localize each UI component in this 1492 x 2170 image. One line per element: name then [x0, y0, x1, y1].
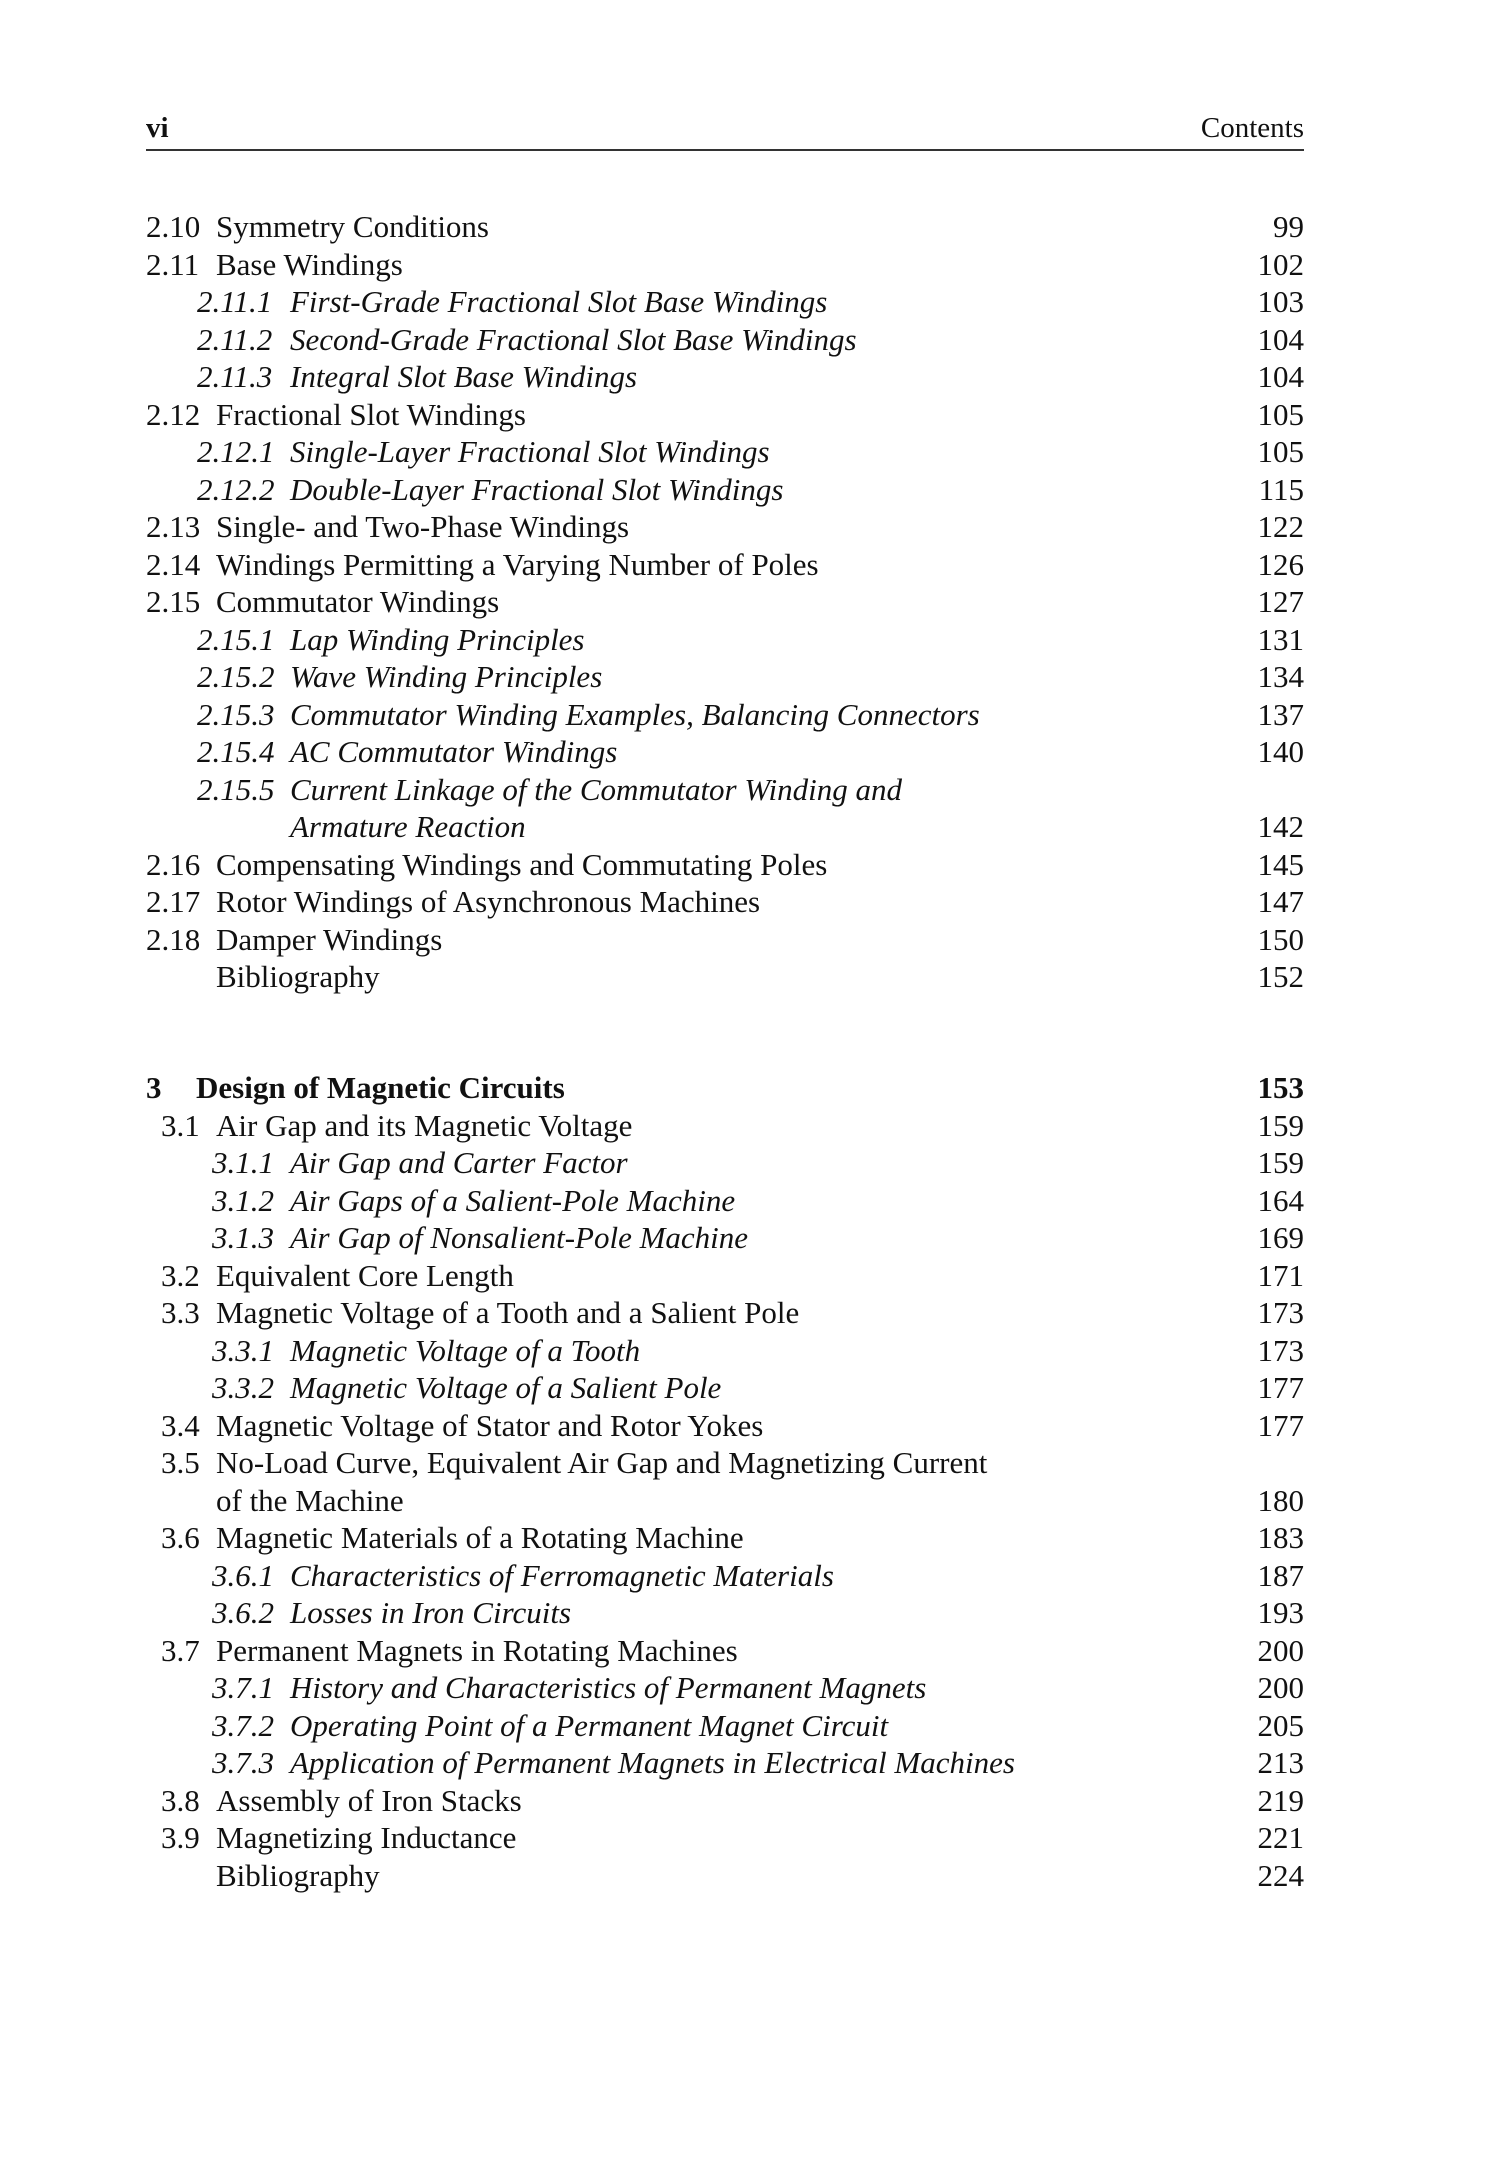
toc-entry	[0, 508, 1492, 546]
toc-entry	[0, 1182, 1492, 1220]
toc-entry	[0, 1707, 1492, 1745]
toc-entry-page: 137	[1257, 696, 1304, 732]
toc-entry-page: 187	[1257, 1557, 1304, 1593]
toc-entry-title: Armature Reaction	[290, 809, 526, 844]
toc-entry-page: 177	[1257, 1407, 1304, 1443]
toc-entry-number: 2.10	[146, 209, 201, 244]
toc-entry	[0, 471, 1492, 509]
toc-entry	[0, 621, 1492, 659]
toc-entry-page: 153	[1257, 1070, 1304, 1105]
toc-entry-number: 3.1.1	[212, 1145, 274, 1180]
toc-entry-title: Rotor Windings of Asynchronous Machines	[216, 884, 761, 919]
toc-entry-number: 2.15.5	[197, 771, 275, 807]
toc-entry	[0, 771, 1492, 809]
toc-entry-title: Damper Windings	[216, 921, 443, 957]
toc-entry-title: Compensating Windings and Commutating Poles	[216, 846, 828, 882]
toc-entry-title: Design of Magnetic Circuits	[196, 1070, 565, 1105]
toc-entry-page: 173	[1257, 1295, 1304, 1330]
toc-entry-page: 221	[1257, 1820, 1304, 1855]
toc-entry	[0, 1557, 1492, 1595]
toc-entry	[0, 1819, 1492, 1857]
toc-entry-page: 140	[1257, 734, 1304, 769]
toc-chapter-2	[0, 208, 1492, 996]
toc-entry	[0, 733, 1492, 771]
toc-entry-page: 104	[1257, 321, 1304, 357]
toc-entry-title: Bibliography	[216, 959, 380, 994]
toc-entry-number: 3.9	[161, 1820, 200, 1855]
toc-entry-title: History and Characteristics of Permanent Magnets	[290, 1670, 927, 1705]
toc-entry-title: Commutator Winding Examples, Balancing Connectors	[290, 696, 980, 732]
toc-entry-title: Air Gap of Nonsalient-Pole Machine	[290, 1220, 749, 1255]
toc-entry	[0, 1332, 1492, 1370]
toc-entry-title: Permanent Magnets in Rotating Machines	[216, 1632, 738, 1668]
toc-entry	[0, 1857, 1492, 1895]
toc-entry-number: 3.3.1	[212, 1332, 274, 1368]
toc-entry	[0, 1444, 1492, 1482]
toc-entry-number: 2.11	[146, 246, 200, 282]
toc-entry-number: 2.17	[146, 884, 201, 919]
toc-entry-title: Second-Grade Fractional Slot Base Windings	[290, 321, 857, 357]
toc-entry-number: 2.15.2	[197, 659, 275, 694]
toc-entry	[0, 283, 1492, 321]
toc-entry-page: 134	[1257, 659, 1304, 694]
toc-entry-page: 173	[1257, 1332, 1304, 1368]
toc-entry	[0, 1257, 1492, 1295]
toc-entry-page: 169	[1257, 1220, 1304, 1255]
toc-entry-page: 219	[1257, 1782, 1304, 1818]
toc-entry-title: Symmetry Conditions	[216, 209, 489, 244]
toc-entry-number: 2.14	[146, 546, 201, 582]
toc-entry-title: Air Gap and Carter Factor	[290, 1145, 628, 1180]
toc-entry-title: Single-Layer Fractional Slot Windings	[290, 434, 770, 469]
toc-entry-number: 2.16	[146, 846, 201, 882]
toc-entry	[0, 546, 1492, 584]
toc-entry	[0, 208, 1492, 246]
toc-entry-title: Characteristics of Ferromagnetic Materials	[290, 1557, 834, 1593]
toc-entry-number: 3.1.2	[212, 1182, 274, 1218]
toc-entry-number: 3.4	[161, 1407, 200, 1443]
toc-entry-number: 3.1	[161, 1107, 200, 1143]
toc-entry-number: 2.15	[146, 584, 201, 619]
toc-entry	[0, 1219, 1492, 1257]
toc-entry-title: Magnetic Materials of a Rotating Machine	[216, 1520, 744, 1555]
toc-entry-number: 2.12.1	[197, 434, 275, 469]
toc-entry-number: 2.15.4	[197, 734, 275, 769]
toc-entry-title: Commutator Windings	[216, 584, 500, 619]
toc-entry-page: 126	[1257, 546, 1304, 582]
toc-entry-title: Losses in Iron Circuits	[290, 1595, 572, 1630]
toc-entry-page: 193	[1257, 1595, 1304, 1630]
toc-entry-page: 159	[1257, 1107, 1304, 1143]
toc-entry-number: 2.11.3	[197, 359, 273, 394]
toc-entry-page: 152	[1257, 959, 1304, 994]
toc-entry-title: Equivalent Core Length	[216, 1257, 514, 1293]
toc-entry-title: Operating Point of a Permanent Magnet Circuit	[290, 1707, 889, 1743]
toc-entry	[0, 1294, 1492, 1332]
toc-entry	[0, 433, 1492, 471]
toc-entry-number: 3.7.1	[212, 1670, 274, 1705]
toc-entry	[0, 583, 1492, 621]
toc-entry	[0, 1407, 1492, 1445]
toc-entry-page: 99	[1273, 209, 1304, 244]
toc-entry-number: 3.8	[161, 1782, 200, 1818]
toc-entry	[0, 246, 1492, 284]
toc-entry-page: 177	[1257, 1370, 1304, 1405]
toc-entry-number: 3.1.3	[212, 1220, 274, 1255]
toc-entry-page: 213	[1257, 1745, 1304, 1780]
toc-entry	[0, 1782, 1492, 1820]
toc-entry	[0, 1369, 1492, 1407]
toc-entry-title: Bibliography	[216, 1857, 380, 1893]
toc-entry-title: Double-Layer Fractional Slot Windings	[290, 471, 784, 507]
toc-entry-page: 127	[1257, 584, 1304, 619]
toc-entry-title: No-Load Curve, Equivalent Air Gap and Magnetizing Current	[216, 1445, 988, 1480]
header-rule	[146, 149, 1304, 151]
toc-entry	[0, 958, 1492, 996]
toc-entry-page: 183	[1257, 1520, 1304, 1555]
toc-entry	[0, 1632, 1492, 1670]
toc-entry-title: Base Windings	[216, 246, 403, 282]
toc-entry-title: Single- and Two-Phase Windings	[216, 509, 630, 544]
toc-entry-title: Lap Winding Principles	[290, 621, 585, 657]
toc-entry-page: 164	[1257, 1182, 1304, 1218]
toc-entry	[0, 1594, 1492, 1632]
toc-entry-page: 224	[1257, 1857, 1304, 1893]
toc-entry-title: Magnetic Voltage of a Salient Pole	[290, 1370, 722, 1405]
toc-entry-number: 3.6.1	[212, 1557, 274, 1593]
toc-entry-number: 2.11.2	[197, 321, 273, 357]
toc-entry-title: Assembly of Iron Stacks	[216, 1782, 522, 1818]
toc-entry-number: 2.11.1	[197, 284, 273, 319]
toc-entry-number: 3.6	[161, 1520, 200, 1555]
toc-entry-number: 2.12.2	[197, 471, 275, 507]
toc-entry	[0, 808, 1492, 846]
toc-entry	[0, 358, 1492, 396]
toc-entry-number: 3.2	[161, 1257, 200, 1293]
toc-entry	[0, 321, 1492, 359]
toc-entry-title: Air Gaps of a Salient-Pole Machine	[290, 1182, 736, 1218]
toc-entry-page: 171	[1257, 1257, 1304, 1293]
toc-entry-title: of the Machine	[216, 1482, 404, 1518]
toc-entry-number: 3.7.2	[212, 1707, 274, 1743]
toc-entry-page: 159	[1257, 1145, 1304, 1180]
toc-entry	[0, 1744, 1492, 1782]
toc-entry-page: 150	[1257, 921, 1304, 957]
toc-entry-page: 145	[1257, 846, 1304, 882]
toc-entry-title: Magnetic Voltage of a Tooth and a Salient Pole	[216, 1295, 800, 1330]
toc-entry-page: 105	[1257, 434, 1304, 469]
toc-entry	[0, 1482, 1492, 1520]
toc-entry-number: 3	[146, 1070, 162, 1105]
toc-entry-number: 3.3	[161, 1295, 200, 1330]
toc-entry	[0, 883, 1492, 921]
toc-entry-number: 3.7	[161, 1632, 200, 1668]
toc-entry-title: Windings Permitting a Varying Number of Poles	[216, 546, 819, 582]
page-number: vi	[146, 112, 169, 144]
toc-entry-number: 3.5	[161, 1445, 200, 1480]
toc-entry-title: Current Linkage of the Commutator Winding and	[290, 771, 902, 807]
toc-entry	[0, 1519, 1492, 1557]
toc-entry-page: 115	[1258, 471, 1304, 507]
toc-entry-page: 103	[1257, 284, 1304, 319]
toc-entry-page: 147	[1257, 884, 1304, 919]
toc-entry	[0, 921, 1492, 959]
toc-entry	[0, 1144, 1492, 1182]
toc-entry-title: Application of Permanent Magnets in Electrical Machines	[290, 1745, 1015, 1780]
toc-entry-title: Magnetic Voltage of a Tooth	[290, 1332, 641, 1368]
toc-entry-title: First-Grade Fractional Slot Base Windings	[290, 284, 828, 319]
toc-entry-number: 2.13	[146, 509, 201, 544]
toc-entry-page: 200	[1257, 1632, 1304, 1668]
toc-entry-page: 205	[1257, 1707, 1304, 1743]
toc-entry-title: Magnetic Voltage of Stator and Rotor Yokes	[216, 1407, 764, 1443]
toc-entry-page: 122	[1257, 509, 1304, 544]
toc-entry-number: 2.12	[146, 396, 201, 432]
toc-entry-page: 200	[1257, 1670, 1304, 1705]
toc-entry-number: 2.15.1	[197, 621, 275, 657]
toc-entry	[0, 846, 1492, 884]
toc-entry-title: Wave Winding Principles	[290, 659, 603, 694]
toc-entry-page: 104	[1257, 359, 1304, 394]
toc-entry	[0, 1069, 1492, 1107]
toc-entry-number: 2.15.3	[197, 696, 275, 732]
toc-entry-title: Magnetizing Inductance	[216, 1820, 517, 1855]
toc-entry-page: 102	[1257, 246, 1304, 282]
toc-entry-title: Integral Slot Base Windings	[290, 359, 638, 394]
toc-entry	[0, 658, 1492, 696]
toc-entry	[0, 396, 1492, 434]
running-title: Contents	[1200, 112, 1304, 144]
toc-chapter-3	[0, 1069, 1492, 1894]
toc-entry-number: 3.6.2	[212, 1595, 274, 1630]
toc-entry-page: 180	[1257, 1482, 1304, 1518]
toc-entry-title: AC Commutator Windings	[290, 734, 618, 769]
toc-entry-page: 105	[1257, 396, 1304, 432]
toc-entry	[0, 1107, 1492, 1145]
toc-entry-title: Fractional Slot Windings	[216, 396, 526, 432]
toc-entry-number: 3.3.2	[212, 1370, 274, 1405]
toc-entry-number: 3.7.3	[212, 1745, 274, 1780]
toc-entry	[0, 1669, 1492, 1707]
toc-entry-title: Air Gap and its Magnetic Voltage	[216, 1107, 633, 1143]
toc-entry	[0, 696, 1492, 734]
toc-entry-number: 2.18	[146, 921, 201, 957]
toc-entry-page: 142	[1257, 809, 1304, 844]
toc-entry-page: 131	[1257, 621, 1304, 657]
